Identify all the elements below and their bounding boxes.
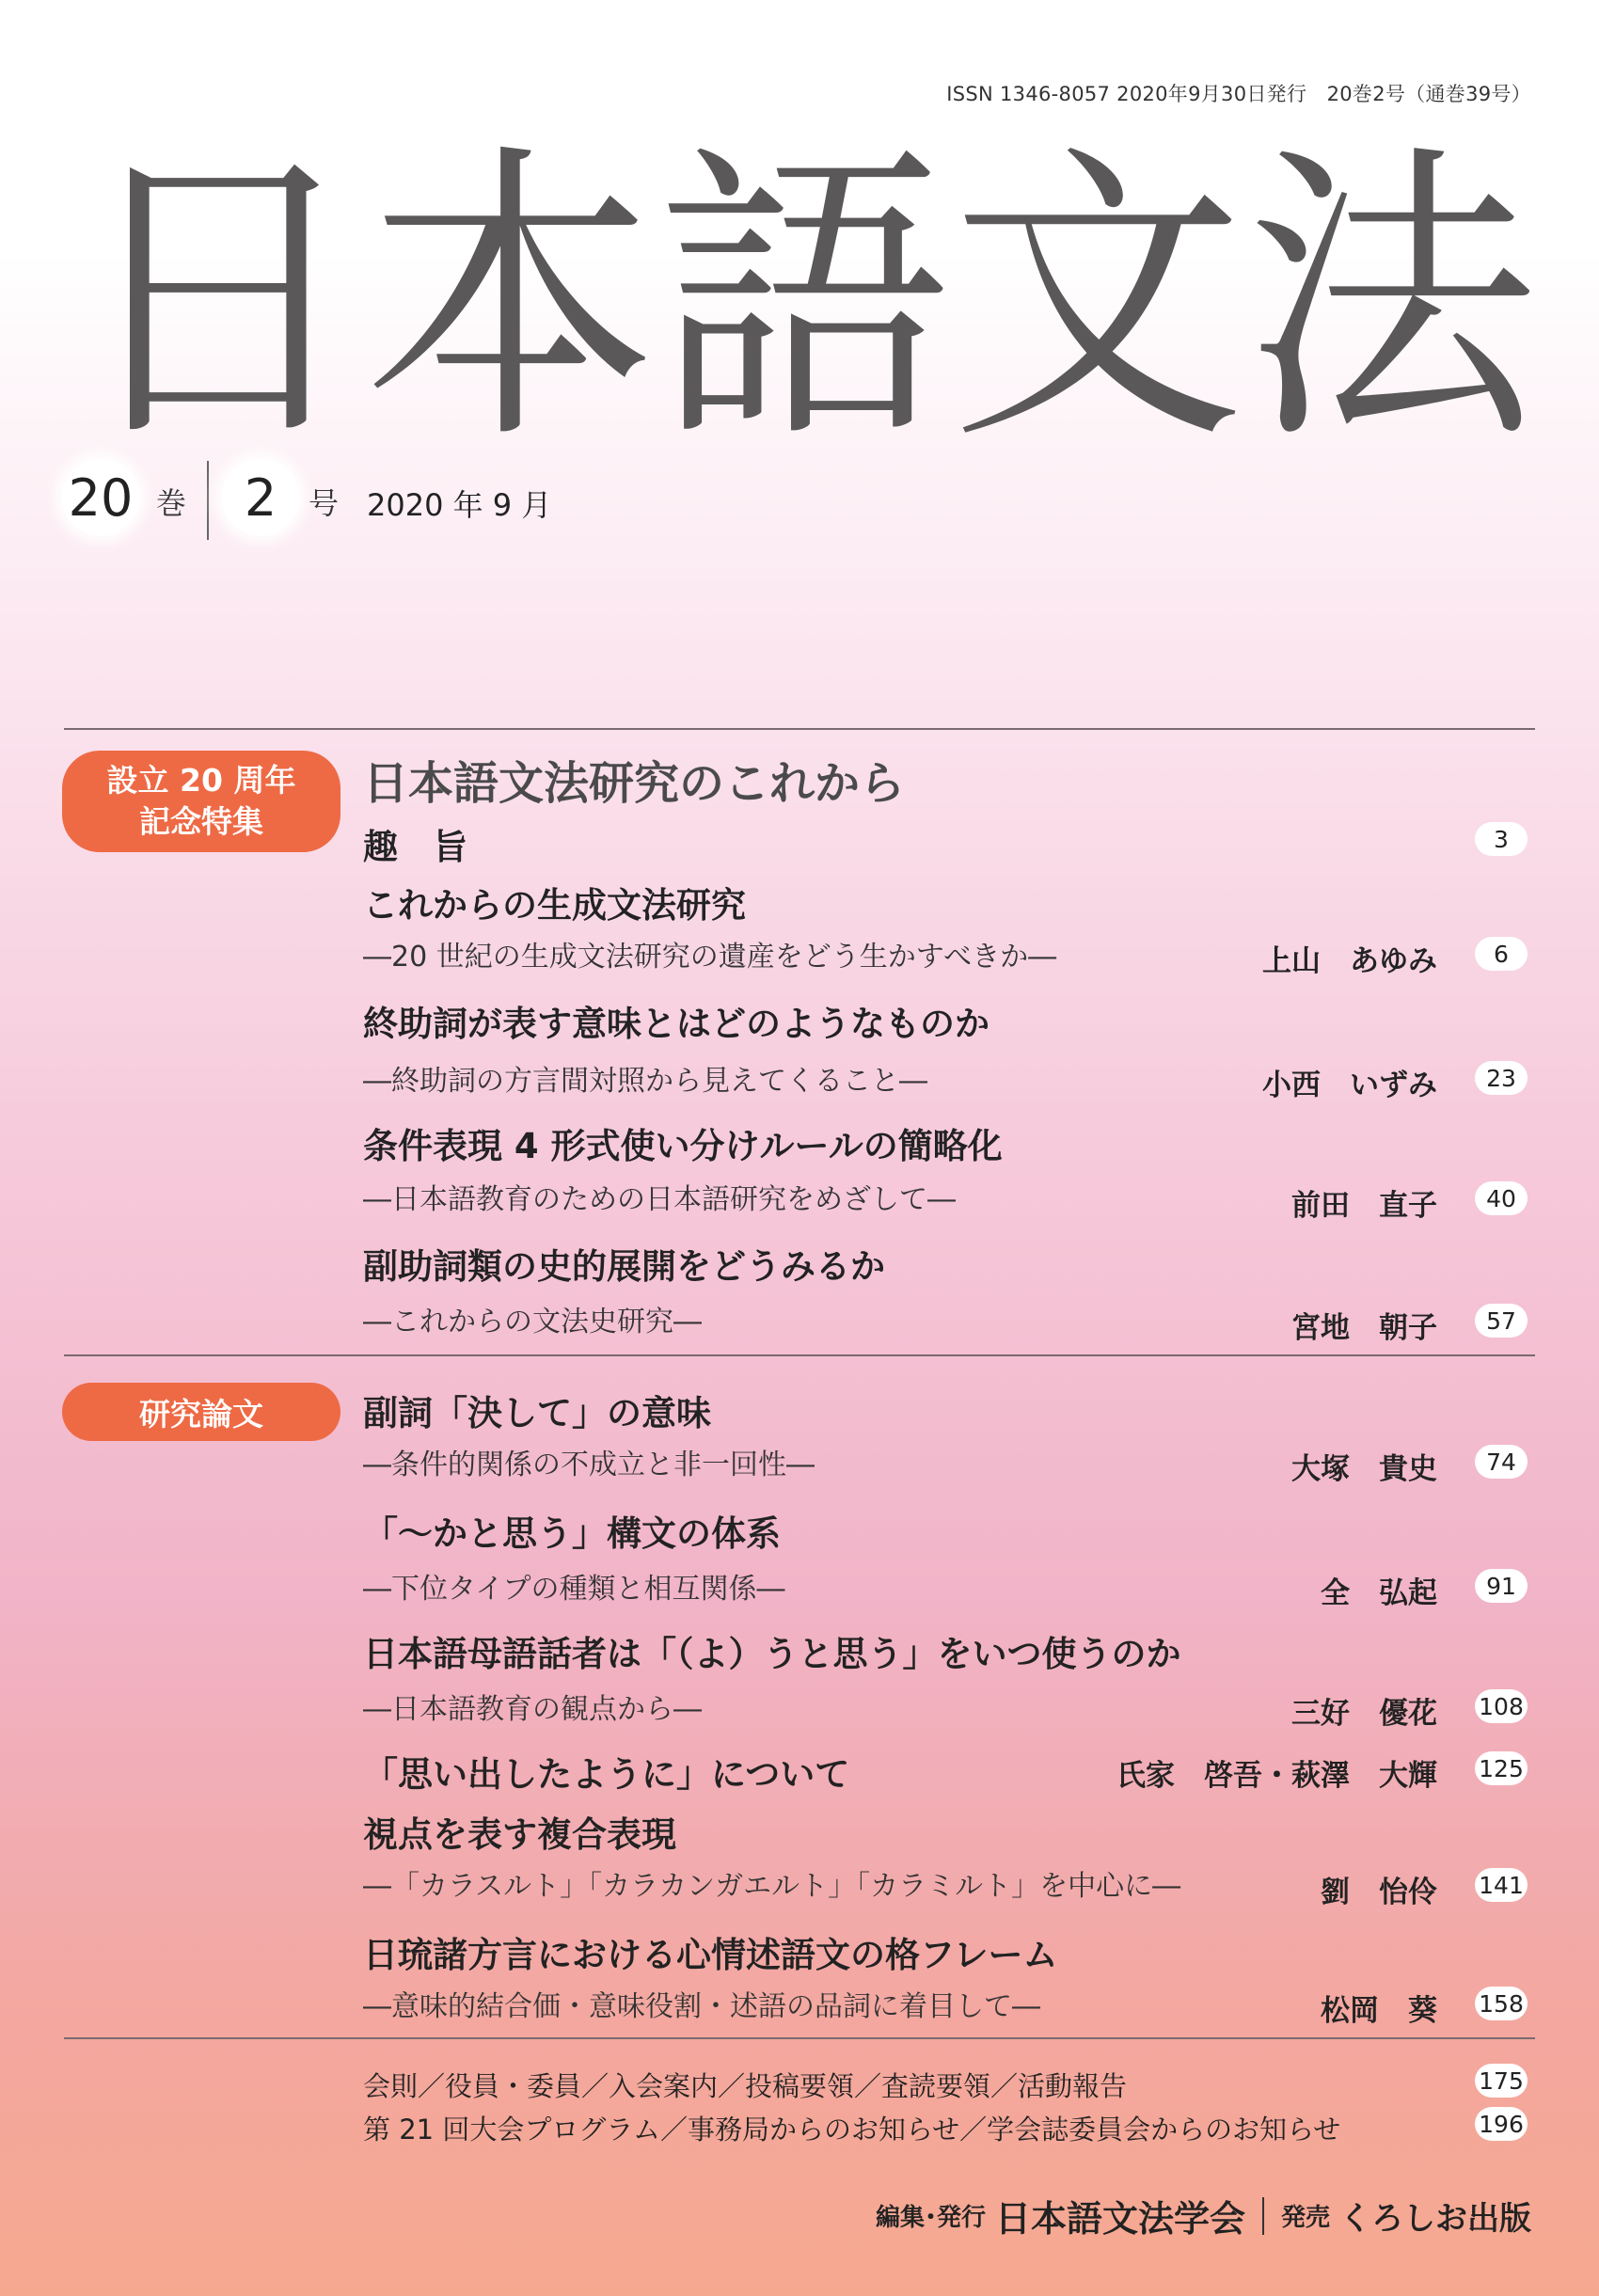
toc-subtitle: ―条件的関係の不成立と非一回性―	[363, 1449, 815, 1481]
publisher-name: 日本語文法学会	[994, 2198, 1245, 2240]
masthead-svg	[66, 111, 1543, 450]
divider-top	[64, 728, 1535, 730]
toc-subtitle: ―日本語教育のための日本語研究をめざして―	[363, 1183, 956, 1216]
volume-divider	[207, 461, 209, 540]
toc-author: 全 弘起	[1321, 1576, 1437, 1610]
toc-author: 宮地 朝子	[1291, 1311, 1437, 1345]
toc-title[interactable]: 視点を表す複合表現	[363, 1814, 676, 1855]
toc-author: 松岡 葵	[1321, 1994, 1437, 2028]
page-badge: 108	[1475, 1689, 1528, 1723]
divider-mid	[64, 1354, 1535, 1356]
page-badge: 91	[1475, 1569, 1528, 1603]
toc-subtitle: ―日本語教育の観点から―	[363, 1693, 702, 1726]
backmatter-line[interactable]: 会則／役員・委員／入会案内／投稿要領／査読要領／活動報告	[363, 2070, 1128, 2102]
page-badge: 3	[1475, 822, 1528, 856]
masthead	[66, 111, 1543, 450]
toc-author: 氏家 啓吾・萩澤 大輝	[1116, 1759, 1437, 1793]
toc-title[interactable]: 日本語母語話者は「（よ）うと思う」をいつ使うのか	[363, 1634, 1181, 1674]
toc-subtitle: ―20 世紀の生成文法研究の遺産をどう生かすべきか―	[363, 941, 1057, 974]
distributor-label: 発売	[1280, 2204, 1330, 2232]
issue-unit: 号	[309, 485, 340, 521]
publisher-divider	[1262, 2197, 1264, 2235]
toc-title[interactable]: これからの生成文法研究	[363, 885, 746, 926]
toc-subtitle: ―終助詞の方言間対照から見えてくること―	[363, 1065, 927, 1098]
toc-author: 小西 いずみ	[1262, 1069, 1437, 1102]
toc-subtitle: ―意味的結合価・意味役割・述語の品詞に着目して―	[363, 1990, 1040, 2023]
toc-title[interactable]: 副詞「決して」の意味	[363, 1393, 711, 1433]
toc-author: 三好 優花	[1291, 1697, 1437, 1731]
toc-author: 前田 直子	[1291, 1189, 1437, 1223]
toc-subtitle: ―「カラスルト」「カラカンガエルト」「カラミルト」を中心に―	[363, 1870, 1181, 1903]
page-badge: 175	[1475, 2064, 1528, 2098]
toc-title[interactable]: 副助詞類の史的展開をどうみるか	[363, 1246, 885, 1287]
toc-title[interactable]: 終助詞が表す意味とはどのようなものか	[363, 1004, 989, 1044]
toc-author: 大塚 貴史	[1291, 1452, 1437, 1486]
toc-title[interactable]: 日琉諸方言における心情述語文の格フレーム	[363, 1935, 1058, 1975]
page-badge: 196	[1475, 2107, 1528, 2141]
page-badge: 125	[1475, 1751, 1528, 1785]
toc-title[interactable]: 「思い出したように」について	[363, 1754, 850, 1795]
backmatter-line[interactable]: 第 21 回大会プログラム／事務局からのお知らせ／学会誌委員会からのお知らせ	[363, 2114, 1341, 2146]
page-badge: 158	[1475, 1987, 1528, 2020]
issue-date: 2020 年 9 月	[367, 487, 552, 523]
page-badge: 23	[1475, 1061, 1528, 1095]
volume-number: 20	[62, 459, 139, 536]
toc-author: 上山 あゆみ	[1262, 944, 1437, 978]
feature-badge-line1: 設立 20 周年	[106, 762, 296, 799]
divider-bottom	[64, 2037, 1535, 2039]
feature-badge	[62, 751, 340, 852]
page-badge: 141	[1475, 1868, 1528, 1902]
feature-title: 日本語文法研究のこれから	[363, 757, 906, 810]
page-badge: 6	[1475, 937, 1528, 971]
toc-author: 劉 怡伶	[1321, 1876, 1437, 1909]
volume-unit: 巻	[156, 485, 187, 521]
publisher-label: 編集･発行	[875, 2204, 986, 2232]
toc-title[interactable]: 条件表現 4 形式使い分けルールの簡略化	[363, 1126, 1003, 1166]
volume-issue-row	[66, 459, 724, 544]
page-badge: 74	[1475, 1445, 1528, 1479]
toc-title[interactable]: 趣 旨	[363, 827, 467, 867]
distributor-name: くろしお出版	[1339, 2200, 1531, 2238]
toc-subtitle: ―これからの文法史研究―	[363, 1306, 702, 1338]
feature-badge-line2: 記念特集	[139, 803, 263, 840]
page-badge: 40	[1475, 1181, 1528, 1215]
issn-line: ISSN 1346-8057 2020年9月30日発行 20巻2号（通巻39号）	[946, 83, 1531, 105]
papers-badge: 研究論文	[62, 1383, 340, 1441]
masthead-text: 日本語文法	[71, 119, 1543, 450]
toc-subtitle: ―下位タイプの種類と相互関係―	[363, 1573, 785, 1606]
publisher-line	[876, 2190, 1531, 2241]
issue-number: 2	[222, 459, 299, 536]
toc-title[interactable]: 「〜かと思う」構文の体系	[363, 1513, 781, 1554]
page-badge: 57	[1475, 1304, 1528, 1338]
